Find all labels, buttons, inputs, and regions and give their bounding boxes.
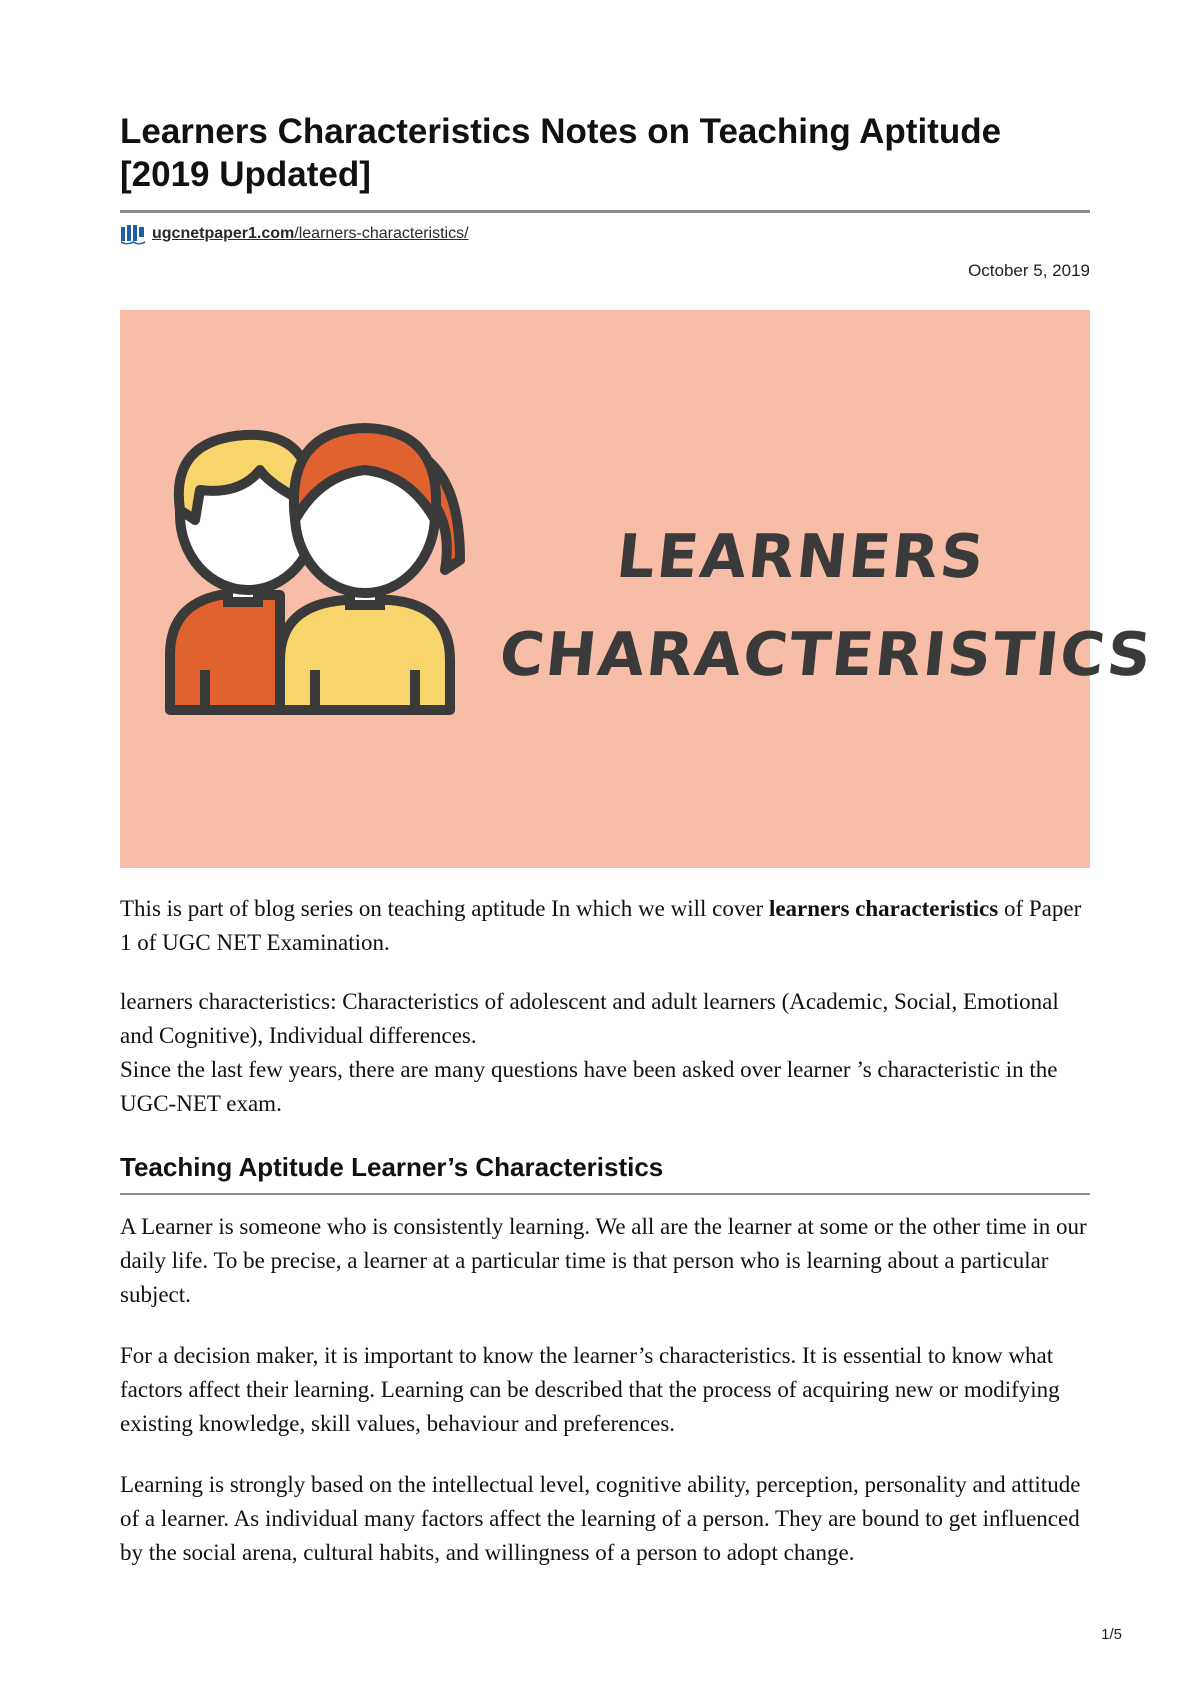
page-title: Learners Characteristics Notes on Teaching Aptitude [2019 Updated] [120, 112, 1002, 194]
questions-line: Since the last few years, there are many questions have been asked over learner ’s characteristic in the UGC-NET exam. [120, 1057, 1058, 1116]
intro-paragraph [120, 892, 1090, 960]
two-learners-illustration-icon [160, 410, 480, 730]
source-url-link[interactable] [152, 225, 469, 243]
hero-title-line2: CHARACTERISTICS [496, 620, 1157, 690]
site-logo-icon [120, 223, 146, 245]
syllabus-line: learners characteristics: Characteristics of adolescent and adult learners (Academic, Social, Emotional and Cognitive), Individual differences. [120, 989, 1059, 1048]
intro-text-start: This is part of blog series on teaching aptitude In which we will cover [120, 896, 769, 921]
title-divider [120, 210, 1090, 213]
intro-text-end: of Paper 1 of UGC NET Examination. [120, 896, 1082, 955]
intro-bold-keyword: learners characteristics [768, 896, 999, 921]
body-paragraph: Learning is strongly based on the intellectual level, cognitive ability, perception, personality and attitude of a learner. As individual many factors affect the learning of a person. They are bound to get influenced by the social arena, cultural habits, and willingness of a person to adopt change. [120, 1472, 1081, 1565]
source-domain: ugcnetpaper1.com [152, 225, 295, 242]
hero-title-line1: LEARNERS [613, 522, 990, 592]
body-paragraph: For a decision maker, it is important to know the learner’s characteristics. It is essential to know what factors affect their learning. Learning can be described that the process of acquiring new or modifying existing knowledge, skill values, behaviour and preferences. [120, 1343, 1060, 1436]
source-link-row [120, 222, 469, 246]
section-heading: Teaching Aptitude Learner’s Characteristics [120, 1152, 664, 1182]
publish-date: October 5, 2019 [968, 261, 1090, 280]
syllabus-paragraph [120, 985, 1090, 1121]
body-paragraph: A Learner is someone who is consistently learning. We all are the learner at some or the other time in our daily life. To be precise, a learner at a particular time is that person who is learning about a particular subject. [120, 1214, 1087, 1307]
section-divider [120, 1193, 1090, 1195]
source-path: /learners-characteristics/ [294, 225, 469, 242]
hero-image [120, 310, 1157, 868]
page-number: 1/5 [1101, 1626, 1122, 1643]
